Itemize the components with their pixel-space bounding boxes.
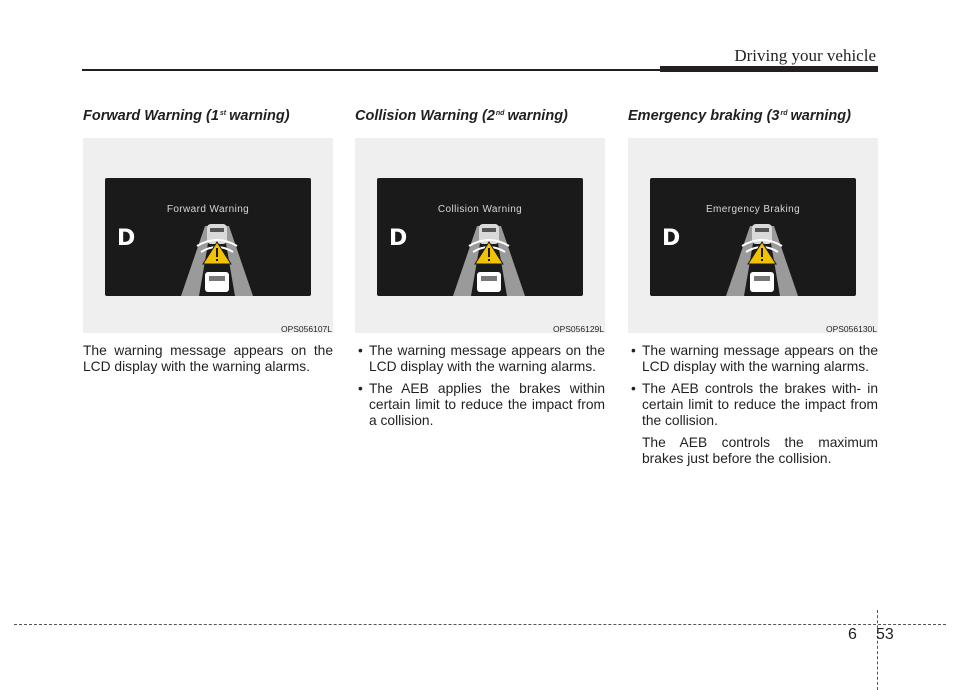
section-heading: Collision Warning (2nd warning) xyxy=(355,108,568,124)
column-emergency-braking xyxy=(628,108,878,467)
bullet-list xyxy=(628,343,878,429)
figure-code: OPS056130L xyxy=(825,324,877,334)
body-paragraph: The AEB controls the maximum brakes just before the collision. xyxy=(642,435,878,466)
lcd-message: Forward Warning xyxy=(166,204,250,215)
footer-rule xyxy=(14,624,946,625)
body-paragraph: The warning message appears on the LCD display with the warning alarms. xyxy=(83,343,333,374)
gear-indicator: D xyxy=(389,226,408,251)
list-item: • The AEB controls the brakes with- in certain limit to reduce the impact from the collision. xyxy=(628,381,878,429)
figure xyxy=(83,138,333,333)
section-heading: Forward Warning (1st warning) xyxy=(83,108,290,124)
figure xyxy=(628,138,878,333)
column-collision-warning xyxy=(355,108,605,435)
bullet-list xyxy=(355,343,605,429)
lcd-message: Emergency Braking xyxy=(705,204,801,215)
section-number: 6 xyxy=(848,626,857,643)
lcd-screen xyxy=(650,178,856,296)
collision-warning-icon xyxy=(169,216,265,296)
collision-warning-icon xyxy=(714,216,810,296)
list-item: • The warning message appears on the LCD display with the warning alarms. xyxy=(628,343,878,375)
figure xyxy=(355,138,605,333)
figure-code: OPS056107L xyxy=(280,324,332,334)
gear-indicator: D xyxy=(117,226,136,251)
section-heading: Emergency braking (3rd warning) xyxy=(628,108,851,124)
list-item: • The warning message appears on the LCD display with the warning alarms. xyxy=(355,343,605,375)
page-number xyxy=(848,626,894,644)
lcd-screen xyxy=(105,178,311,296)
footer-divider xyxy=(877,610,878,690)
header-rule-thick xyxy=(660,66,878,72)
page-number-value: 53 xyxy=(876,626,894,643)
column-forward-warning xyxy=(83,108,333,375)
lcd-message: Collision Warning xyxy=(437,204,523,215)
figure-code: OPS056129L xyxy=(552,324,604,334)
header-rule xyxy=(82,69,660,71)
gear-indicator: D xyxy=(662,226,681,251)
lcd-screen xyxy=(377,178,583,296)
chapter-title: Driving your vehicle xyxy=(734,46,876,65)
collision-warning-icon xyxy=(441,216,537,296)
list-item: • The AEB applies the brakes within certain limit to reduce the impact from a collision. xyxy=(355,381,605,429)
